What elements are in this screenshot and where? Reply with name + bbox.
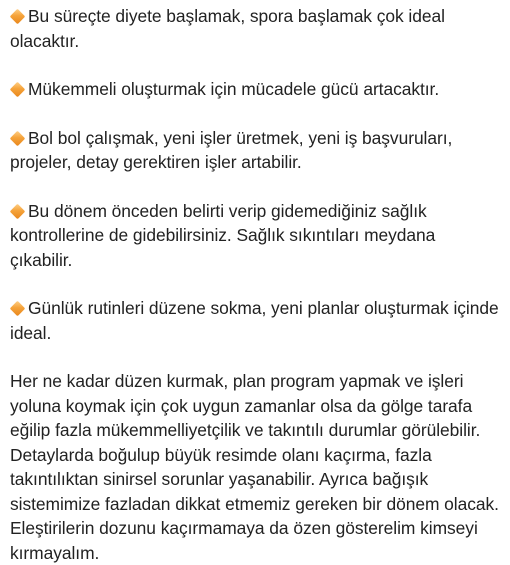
diamond-icon bbox=[10, 82, 26, 98]
bullet-text: Bu süreçte diyete başlamak, spora başlamak çok ideal olacaktır. bbox=[10, 6, 445, 51]
bullet-item bbox=[10, 296, 502, 345]
bullet-text: Mükemmeli oluşturmak için mücadele gücü artacaktır. bbox=[28, 79, 440, 99]
summary-paragraph: Her ne kadar düzen kurmak, plan program yapmak ve işleri yoluna koymak için çok uygun zamanlar olsa da gölge tarafa eğilip fazla mükemmelliyetçilik ve takıntılı durumlar görülebilir. Detaylarda boğulup büyük resimde olanı kaçırma, fazla takıntılıktan sinirsel sorunlar yaşanabilir. Ayrıca bağışık sistemimize fazladan dikkat etmemiz gereken bir dönem olacak. Eleştirilerin dozunu kaçırmamaya da özen gösterelim kimseyi kırmayalım. bbox=[10, 371, 499, 563]
bullet-item bbox=[10, 4, 502, 53]
diamond-icon bbox=[10, 9, 26, 25]
bullet-item bbox=[10, 199, 502, 273]
bullet-text: Günlük rutinleri düzene sokma, yeni planlar oluşturmak içinde ideal. bbox=[10, 298, 499, 343]
bullet-text: Bu dönem önceden belirti verip gidemediğiniz sağlık kontrollerine de gidebilirsiniz. Sağlık sıkıntıları meydana çıkabilir. bbox=[10, 200, 436, 270]
diamond-icon bbox=[10, 301, 26, 317]
bullet-item bbox=[10, 77, 502, 102]
diamond-icon bbox=[10, 204, 26, 220]
diamond-icon bbox=[10, 131, 26, 147]
bullet-item bbox=[10, 126, 502, 175]
article-body bbox=[10, 4, 502, 565]
bullet-text: Bol bol çalışmak, yeni işler üretmek, yeni iş başvuruları, projeler, detay gerektiren işler artabilir. bbox=[10, 127, 453, 172]
